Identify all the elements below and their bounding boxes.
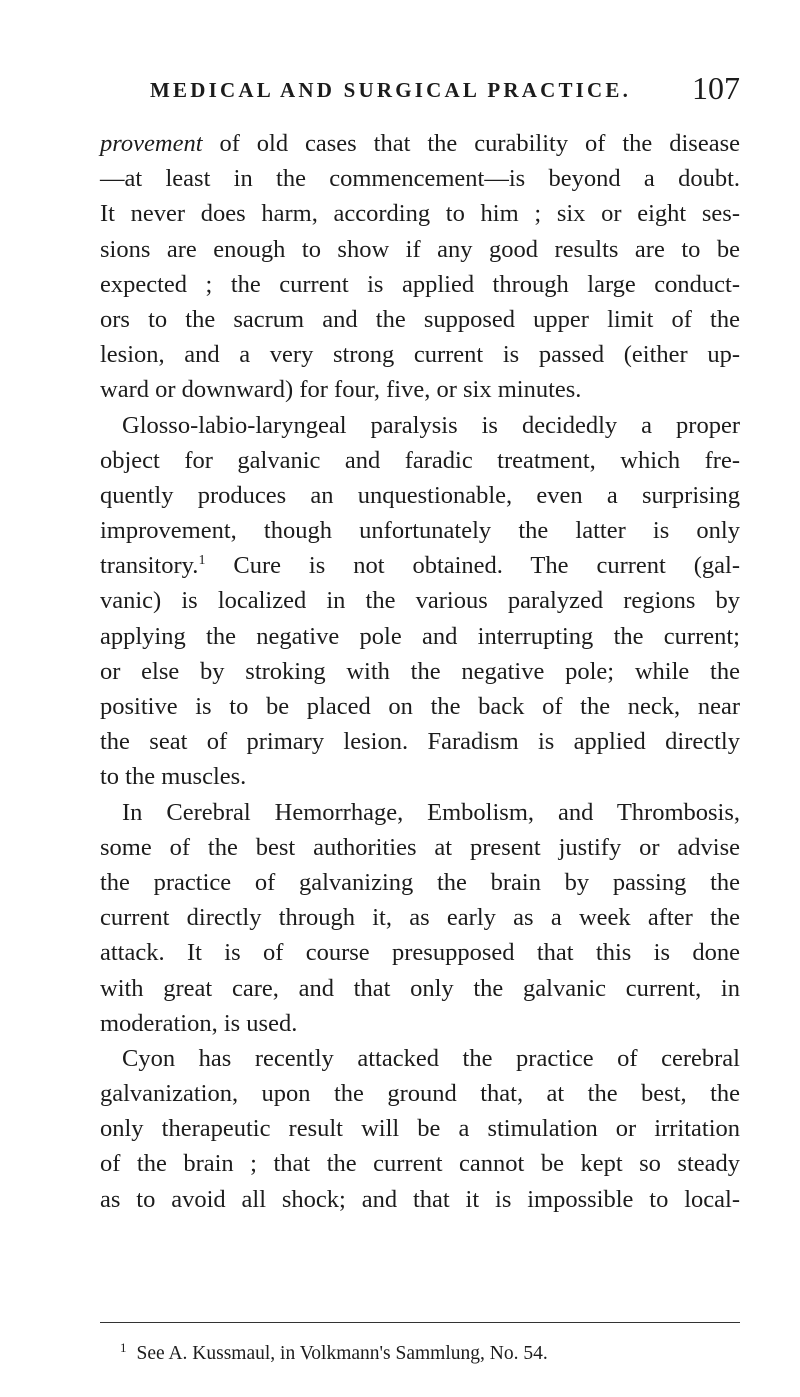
footnote-text: See A. Kussmaul, in Volkmann's Sammlung, No. 54.	[136, 1343, 548, 1364]
text-line	[100, 654, 740, 689]
text-line	[100, 196, 740, 231]
text-line	[100, 302, 740, 337]
line-text: attack. It is of course presupposed that this is done	[100, 939, 740, 967]
line-text: In Cerebral Hemorrhage, Embolism, and Thrombosis,	[122, 798, 740, 826]
text-line	[100, 759, 740, 794]
text-line	[100, 443, 740, 478]
text-line	[100, 408, 740, 443]
line-text: only therapeutic result will be a stimulation or irritation	[100, 1115, 740, 1143]
body-text	[100, 126, 740, 1217]
text-line	[100, 830, 740, 865]
footnote	[120, 1340, 740, 1365]
text-line	[100, 900, 740, 935]
line-text: galvanization, upon the ground that, at the best, the	[100, 1080, 740, 1108]
line-text: positive is to be placed on the back of the neck, near	[100, 693, 740, 720]
line-text: Cyon has recently attacked the practice of cerebral	[122, 1044, 740, 1072]
text-line	[100, 1041, 740, 1076]
text-line	[100, 1006, 740, 1041]
text-line	[100, 548, 740, 583]
line-text: applying the negative pole and interrupting the current;	[100, 622, 740, 650]
text-line	[100, 513, 740, 548]
line-text: Glosso-labio-laryngeal paralysis is decidedly a proper	[122, 411, 740, 439]
text-line	[100, 232, 740, 267]
text-line	[100, 478, 740, 513]
line-text: ward or downward) for four, five, or six minutes.	[100, 376, 582, 404]
text-line	[100, 935, 740, 970]
text-line	[100, 372, 740, 407]
running-head: MEDICAL AND SURGICAL PRACTICE.	[150, 78, 632, 102]
text-line	[100, 619, 740, 654]
line-text: of old cases that the curability of the disease	[202, 130, 740, 157]
text-line	[100, 1076, 740, 1111]
text-line	[100, 865, 740, 900]
line-text: quently produces an unquestionable, even a surprising	[100, 481, 740, 509]
line-text: —at least in the commencement—is beyond a doubt.	[100, 165, 740, 193]
text-line	[100, 583, 740, 618]
footnote-mark: 1	[120, 1340, 127, 1355]
text-line	[100, 689, 740, 724]
line-text: with great care, and that only the galvanic current, in	[100, 974, 740, 1002]
text-line	[100, 1111, 740, 1146]
line-text: of the brain ; that the current cannot be kept so steady	[100, 1150, 740, 1178]
line-text: to the muscles.	[100, 763, 247, 791]
text-line	[100, 724, 740, 759]
text-line	[100, 795, 740, 830]
line-text: ors to the sacrum and the supposed upper limit of the	[100, 305, 740, 333]
text-line	[100, 267, 740, 302]
line-text: object for galvanic and faradic treatment, which fre-	[100, 446, 740, 474]
line-text: expected ; the current is applied through large conduct-	[100, 270, 740, 298]
text-line	[100, 971, 740, 1006]
footnote-divider	[100, 1322, 740, 1323]
line-text: vanic) is localized in the various paralyzed regions by	[100, 587, 740, 615]
line-text: improvement, though unfortunately the latter is only	[100, 517, 740, 545]
page-number: 107	[692, 70, 740, 106]
text-line	[100, 1146, 740, 1181]
line-text: some of the best authorities at present justify or advise	[100, 833, 740, 861]
italic-word: provement	[100, 130, 203, 157]
line-text: or else by stroking with the negative pole; while the	[100, 657, 740, 685]
line-text: the seat of primary lesion. Faradism is applied directly	[100, 728, 740, 756]
text-line	[100, 126, 740, 161]
line-text: transitory.	[100, 552, 199, 580]
line-text: moderation, is used.	[100, 1009, 298, 1037]
text-line	[100, 161, 740, 196]
line-text-continued: Cure is not obtained. The current (gal-	[205, 552, 740, 580]
text-line	[100, 1182, 740, 1217]
line-text: It never does harm, according to him ; six or eight ses-	[100, 200, 740, 228]
line-text: current directly through it, as early as a week after the	[100, 904, 740, 932]
line-text: sions are enough to show if any good results are to be	[100, 235, 740, 263]
text-line	[100, 337, 740, 372]
line-text: lesion, and a very strong current is passed (either up-	[100, 341, 740, 369]
line-text: as to avoid all shock; and that it is impossible to local-	[100, 1185, 740, 1213]
line-text: the practice of galvanizing the brain by passing the	[100, 868, 740, 896]
footnote-reference: 1	[198, 553, 206, 569]
page-header	[130, 72, 740, 112]
